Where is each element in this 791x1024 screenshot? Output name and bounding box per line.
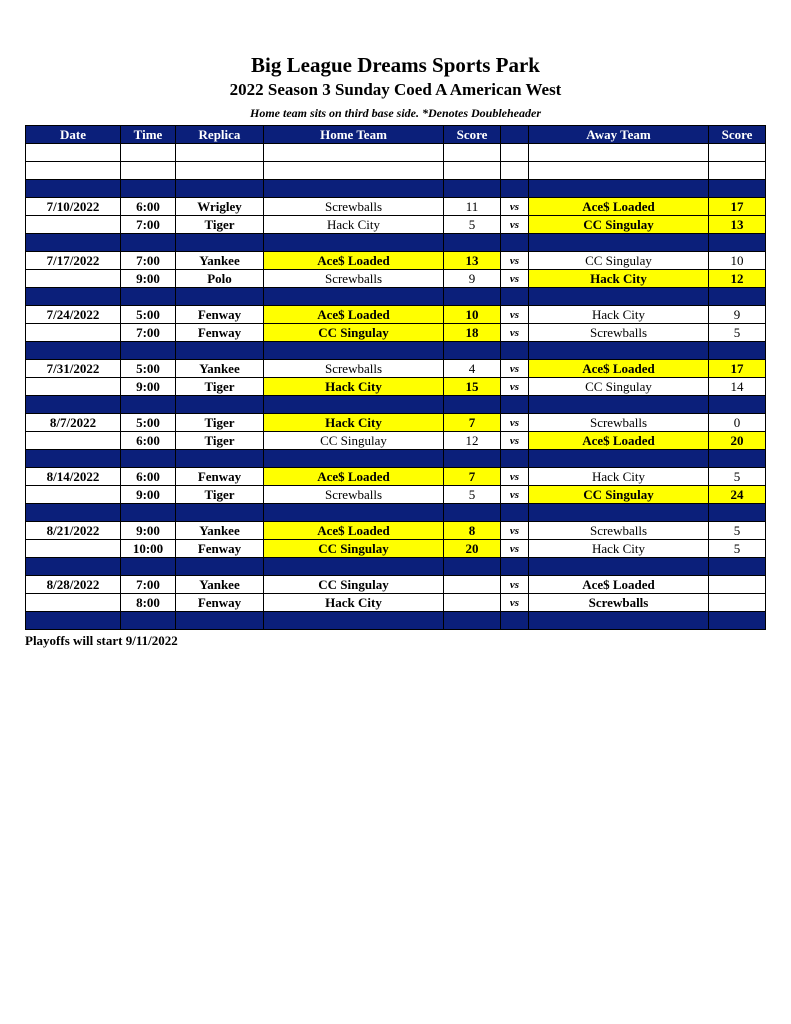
- time-cell: 9:00: [121, 522, 176, 540]
- separator-row-cell: [176, 612, 264, 630]
- date-cell: [26, 594, 121, 612]
- separator-row-cell: [709, 612, 766, 630]
- home-score-cell: [444, 594, 501, 612]
- away-score-cell: 9: [709, 306, 766, 324]
- vs-cell: vs: [501, 378, 529, 396]
- replica-cell: Tiger: [176, 432, 264, 450]
- table-row: [26, 540, 766, 558]
- home-score-cell: [444, 576, 501, 594]
- separator-row-cell: [176, 504, 264, 522]
- away-team-cell: Hack City: [529, 306, 709, 324]
- page-subtitle: 2022 Season 3 Sunday Coed A American West: [229, 80, 562, 99]
- vs-cell: vs: [501, 270, 529, 288]
- replica-cell: Fenway: [176, 540, 264, 558]
- separator-row-cell: [264, 504, 444, 522]
- blank-row-cell: [176, 162, 264, 180]
- time-cell: 9:00: [121, 270, 176, 288]
- away-team-cell: CC Singulay: [529, 252, 709, 270]
- table-row: [26, 414, 766, 432]
- home-team-cell: Ace$ Loaded: [264, 306, 444, 324]
- blank-row-cell: [529, 144, 709, 162]
- schedule-body: [26, 144, 766, 630]
- vs-cell: vs: [501, 594, 529, 612]
- blank-row-cell: [121, 162, 176, 180]
- away-score-cell: [709, 576, 766, 594]
- date-cell: [26, 216, 121, 234]
- separator-row-cell: [176, 450, 264, 468]
- home-team-cell: Screwballs: [264, 486, 444, 504]
- away-team-cell: Ace$ Loaded: [529, 360, 709, 378]
- col-header-home-score: Score: [444, 126, 501, 144]
- vs-cell: vs: [501, 522, 529, 540]
- home-score-cell: 7: [444, 468, 501, 486]
- separator-row-cell: [26, 234, 121, 252]
- home-team-cell: Ace$ Loaded: [264, 468, 444, 486]
- separator-row-cell: [121, 180, 176, 198]
- separator-row: [26, 180, 766, 198]
- separator-row-cell: [26, 504, 121, 522]
- vs-cell: vs: [501, 198, 529, 216]
- home-team-cell: Ace$ Loaded: [264, 252, 444, 270]
- time-cell: 9:00: [121, 378, 176, 396]
- vs-cell: vs: [501, 432, 529, 450]
- blank-row-cell: [26, 162, 121, 180]
- separator-row-cell: [501, 504, 529, 522]
- separator-row-cell: [501, 234, 529, 252]
- date-cell: 7/17/2022: [26, 252, 121, 270]
- separator-row-cell: [26, 180, 121, 198]
- time-cell: 8:00: [121, 594, 176, 612]
- replica-cell: Yankee: [176, 252, 264, 270]
- separator-row-cell: [444, 234, 501, 252]
- time-cell: 6:00: [121, 432, 176, 450]
- home-team-cell: CC Singulay: [264, 540, 444, 558]
- separator-row-cell: [709, 558, 766, 576]
- away-team-cell: Hack City: [529, 270, 709, 288]
- away-team-cell: Screwballs: [529, 522, 709, 540]
- blank-row-cell: [444, 144, 501, 162]
- table-row: [26, 486, 766, 504]
- separator-row-cell: [529, 450, 709, 468]
- separator-row-cell: [529, 612, 709, 630]
- separator-row: [26, 342, 766, 360]
- away-team-cell: CC Singulay: [529, 216, 709, 234]
- vs-cell: vs: [501, 360, 529, 378]
- away-score-cell: 13: [709, 216, 766, 234]
- separator-row-cell: [709, 234, 766, 252]
- separator-row-cell: [26, 288, 121, 306]
- away-team-cell: Ace$ Loaded: [529, 432, 709, 450]
- table-row: [26, 522, 766, 540]
- separator-row-cell: [264, 288, 444, 306]
- separator-row-cell: [121, 612, 176, 630]
- separator-row-cell: [264, 558, 444, 576]
- time-cell: 7:00: [121, 216, 176, 234]
- date-cell: 8/28/2022: [26, 576, 121, 594]
- replica-cell: Fenway: [176, 594, 264, 612]
- away-team-cell: Hack City: [529, 468, 709, 486]
- date-cell: 8/7/2022: [26, 414, 121, 432]
- separator-row-cell: [501, 180, 529, 198]
- separator-row-cell: [529, 558, 709, 576]
- page-note: Home team sits on third base side. *Denotes Doubleheader: [250, 106, 541, 120]
- home-score-cell: 12: [444, 432, 501, 450]
- separator-row-cell: [121, 396, 176, 414]
- home-team-cell: Screwballs: [264, 270, 444, 288]
- separator-row: [26, 234, 766, 252]
- col-header-away-score: Score: [709, 126, 766, 144]
- separator-row-cell: [121, 342, 176, 360]
- date-cell: 8/21/2022: [26, 522, 121, 540]
- home-score-cell: 8: [444, 522, 501, 540]
- vs-cell: vs: [501, 486, 529, 504]
- footer-note: Playoffs will start 9/11/2022: [25, 633, 178, 648]
- separator-row-cell: [176, 288, 264, 306]
- date-cell: [26, 432, 121, 450]
- separator-row-cell: [444, 558, 501, 576]
- blank-row-cell: [501, 162, 529, 180]
- vs-cell: vs: [501, 540, 529, 558]
- blank-row-cell: [121, 144, 176, 162]
- away-score-cell: 14: [709, 378, 766, 396]
- home-team-cell: CC Singulay: [264, 576, 444, 594]
- date-cell: 7/31/2022: [26, 360, 121, 378]
- vs-cell: vs: [501, 468, 529, 486]
- table-row: [26, 594, 766, 612]
- replica-cell: Yankee: [176, 522, 264, 540]
- separator-row-cell: [444, 450, 501, 468]
- home-team-cell: Screwballs: [264, 198, 444, 216]
- blank-row: [26, 144, 766, 162]
- replica-cell: Tiger: [176, 216, 264, 234]
- separator-row-cell: [501, 396, 529, 414]
- replica-cell: Yankee: [176, 576, 264, 594]
- blank-row-cell: [176, 144, 264, 162]
- time-cell: 7:00: [121, 252, 176, 270]
- col-header-home-team: Home Team: [264, 126, 444, 144]
- col-header-date: Date: [26, 126, 121, 144]
- home-team-cell: CC Singulay: [264, 432, 444, 450]
- separator-row-cell: [264, 180, 444, 198]
- away-score-cell: [709, 594, 766, 612]
- separator-row-cell: [529, 288, 709, 306]
- away-score-cell: 0: [709, 414, 766, 432]
- home-score-cell: 18: [444, 324, 501, 342]
- blank-row-cell: [501, 144, 529, 162]
- table-row: [26, 324, 766, 342]
- table-row: [26, 468, 766, 486]
- date-cell: [26, 324, 121, 342]
- home-score-cell: 9: [444, 270, 501, 288]
- home-score-cell: 5: [444, 486, 501, 504]
- separator-row-cell: [26, 396, 121, 414]
- separator-row-cell: [709, 450, 766, 468]
- home-team-cell: CC Singulay: [264, 324, 444, 342]
- date-cell: 8/14/2022: [26, 468, 121, 486]
- separator-row-cell: [501, 558, 529, 576]
- home-score-cell: 20: [444, 540, 501, 558]
- col-header-time: Time: [121, 126, 176, 144]
- time-cell: 5:00: [121, 360, 176, 378]
- separator-row-cell: [529, 180, 709, 198]
- table-row: [26, 252, 766, 270]
- away-score-cell: 17: [709, 198, 766, 216]
- away-score-cell: 5: [709, 540, 766, 558]
- page-title: Big League Dreams Sports Park: [251, 53, 540, 77]
- replica-cell: Yankee: [176, 360, 264, 378]
- away-score-cell: 5: [709, 522, 766, 540]
- date-cell: [26, 540, 121, 558]
- separator-row-cell: [121, 450, 176, 468]
- separator-row-cell: [529, 396, 709, 414]
- vs-cell: vs: [501, 306, 529, 324]
- separator-row-cell: [709, 342, 766, 360]
- time-cell: 5:00: [121, 414, 176, 432]
- table-row: [26, 360, 766, 378]
- table-row: [26, 378, 766, 396]
- separator-row-cell: [709, 180, 766, 198]
- time-cell: 6:00: [121, 198, 176, 216]
- home-team-cell: Hack City: [264, 594, 444, 612]
- blank-row-cell: [709, 162, 766, 180]
- separator-row-cell: [444, 612, 501, 630]
- replica-cell: Tiger: [176, 486, 264, 504]
- separator-row-cell: [176, 180, 264, 198]
- separator-row: [26, 450, 766, 468]
- replica-cell: Tiger: [176, 414, 264, 432]
- away-team-cell: Screwballs: [529, 594, 709, 612]
- separator-row-cell: [121, 558, 176, 576]
- separator-row-cell: [444, 342, 501, 360]
- away-team-cell: CC Singulay: [529, 378, 709, 396]
- separator-row-cell: [176, 558, 264, 576]
- vs-cell: vs: [501, 216, 529, 234]
- home-score-cell: 11: [444, 198, 501, 216]
- time-cell: 6:00: [121, 468, 176, 486]
- separator-row: [26, 288, 766, 306]
- home-team-cell: Screwballs: [264, 360, 444, 378]
- separator-row-cell: [529, 504, 709, 522]
- date-cell: [26, 486, 121, 504]
- separator-row-cell: [709, 396, 766, 414]
- table-row: [26, 306, 766, 324]
- replica-cell: Fenway: [176, 324, 264, 342]
- time-cell: 7:00: [121, 324, 176, 342]
- separator-row-cell: [121, 234, 176, 252]
- away-team-cell: CC Singulay: [529, 486, 709, 504]
- blank-row: [26, 162, 766, 180]
- blank-row-cell: [529, 162, 709, 180]
- home-score-cell: 5: [444, 216, 501, 234]
- home-team-cell: Hack City: [264, 216, 444, 234]
- separator-row-cell: [529, 342, 709, 360]
- separator-row-cell: [264, 612, 444, 630]
- separator-row-cell: [501, 288, 529, 306]
- table-row: [26, 216, 766, 234]
- separator-row-cell: [529, 234, 709, 252]
- home-team-cell: Ace$ Loaded: [264, 522, 444, 540]
- col-header-replica: Replica: [176, 126, 264, 144]
- separator-row-cell: [176, 342, 264, 360]
- away-team-cell: Screwballs: [529, 414, 709, 432]
- table-row: [26, 270, 766, 288]
- date-cell: [26, 378, 121, 396]
- separator-row-cell: [26, 450, 121, 468]
- away-score-cell: 12: [709, 270, 766, 288]
- separator-row-cell: [444, 180, 501, 198]
- separator-row: [26, 396, 766, 414]
- vs-cell: vs: [501, 576, 529, 594]
- away-team-cell: Ace$ Loaded: [529, 198, 709, 216]
- replica-cell: Tiger: [176, 378, 264, 396]
- separator-row-cell: [264, 234, 444, 252]
- away-score-cell: 17: [709, 360, 766, 378]
- separator-row: [26, 612, 766, 630]
- blank-row-cell: [264, 162, 444, 180]
- separator-row-cell: [444, 396, 501, 414]
- away-team-cell: Hack City: [529, 540, 709, 558]
- blank-row-cell: [444, 162, 501, 180]
- home-score-cell: 13: [444, 252, 501, 270]
- separator-row-cell: [444, 504, 501, 522]
- date-cell: 7/24/2022: [26, 306, 121, 324]
- vs-cell: vs: [501, 324, 529, 342]
- blank-row-cell: [264, 144, 444, 162]
- table-row: [26, 576, 766, 594]
- date-cell: 7/10/2022: [26, 198, 121, 216]
- table-row: [26, 432, 766, 450]
- home-team-cell: Hack City: [264, 378, 444, 396]
- replica-cell: Wrigley: [176, 198, 264, 216]
- separator-row-cell: [501, 450, 529, 468]
- separator-row: [26, 504, 766, 522]
- time-cell: 10:00: [121, 540, 176, 558]
- separator-row-cell: [264, 342, 444, 360]
- separator-row-cell: [176, 396, 264, 414]
- vs-cell: vs: [501, 252, 529, 270]
- away-score-cell: 24: [709, 486, 766, 504]
- separator-row-cell: [709, 504, 766, 522]
- home-score-cell: 7: [444, 414, 501, 432]
- away-team-cell: Screwballs: [529, 324, 709, 342]
- blank-row-cell: [26, 144, 121, 162]
- away-score-cell: 5: [709, 324, 766, 342]
- separator-row-cell: [26, 612, 121, 630]
- blank-row-cell: [709, 144, 766, 162]
- table-header-row: [26, 126, 766, 144]
- separator-row: [26, 558, 766, 576]
- date-cell: [26, 270, 121, 288]
- separator-row-cell: [176, 234, 264, 252]
- col-header-away-team: Away Team: [529, 126, 709, 144]
- separator-row-cell: [501, 342, 529, 360]
- away-team-cell: Ace$ Loaded: [529, 576, 709, 594]
- separator-row-cell: [121, 288, 176, 306]
- home-score-cell: 15: [444, 378, 501, 396]
- away-score-cell: 20: [709, 432, 766, 450]
- table-row: [26, 198, 766, 216]
- separator-row-cell: [121, 504, 176, 522]
- separator-row-cell: [264, 396, 444, 414]
- vs-cell: vs: [501, 414, 529, 432]
- replica-cell: Polo: [176, 270, 264, 288]
- home-score-cell: 10: [444, 306, 501, 324]
- separator-row-cell: [444, 288, 501, 306]
- time-cell: 9:00: [121, 486, 176, 504]
- time-cell: 7:00: [121, 576, 176, 594]
- replica-cell: Fenway: [176, 306, 264, 324]
- separator-row-cell: [501, 612, 529, 630]
- separator-row-cell: [709, 288, 766, 306]
- away-score-cell: 10: [709, 252, 766, 270]
- separator-row-cell: [26, 342, 121, 360]
- home-team-cell: Hack City: [264, 414, 444, 432]
- replica-cell: Fenway: [176, 468, 264, 486]
- away-score-cell: 5: [709, 468, 766, 486]
- separator-row-cell: [264, 450, 444, 468]
- schedule-table: [25, 125, 766, 630]
- time-cell: 5:00: [121, 306, 176, 324]
- separator-row-cell: [26, 558, 121, 576]
- col-header-vs: [501, 126, 529, 144]
- home-score-cell: 4: [444, 360, 501, 378]
